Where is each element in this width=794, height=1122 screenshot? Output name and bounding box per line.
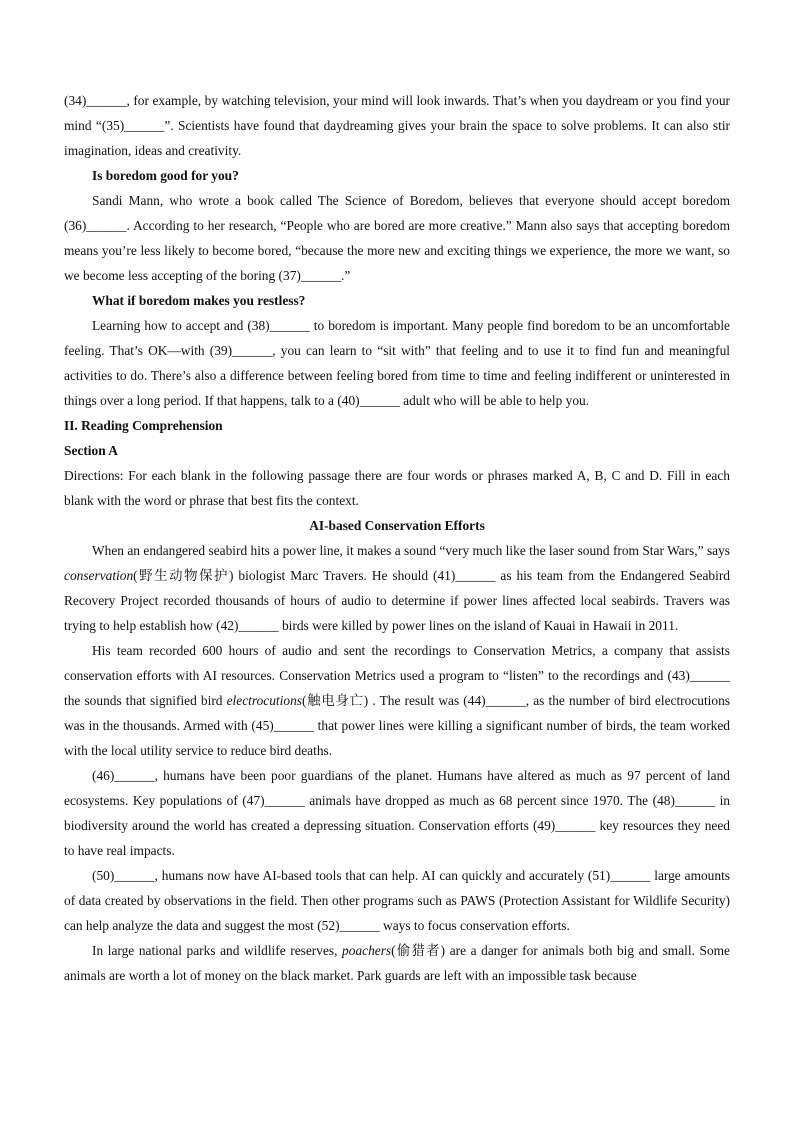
passage-paragraph-4: (50)______, humans now have AI-based tools that can help. AI can quickly and accurately (51)______ large amounts of data created by observations in the field. Then other programs such as PAWS (Protection Assistant for Wildlife Security) can help analyze the data and suggest the most (52)______ ways to focus conservation efforts.: [64, 868, 730, 933]
passage-gloss-conservation: (野生动物保护): [133, 568, 234, 583]
section-subtitle: Section A: [64, 443, 118, 458]
passage-paragraph-1-text-b: biologist Marc Travers. He should (41)______ as his team from the Endangered Seabird Recovery Project recorded thousands of hours of audio to determine if power lines affected local seabirds. Travers was trying to help establish how (42)______ birds were killed by power lines on the island of Kauai in Hawaii in 2011.: [64, 568, 731, 633]
passage-paragraph-5: [64, 938, 730, 988]
boredom-paragraph-3: Learning how to accept and (38)______ to boredom is important. Many people find boredom to be an uncomfortable feeling. That’s OK—with (39)______, you can learn to “sit with” that feeling and to use it to find fun and meaningful activities to do. There’s also a difference between feeling bored from time to time and feeling indifferent or uninterested in things over a long period. If that happens, talk to a (40)______ adult who will be able to help you.: [64, 318, 730, 408]
passage-gloss-electrocutions: (触电身亡): [301, 693, 369, 708]
passage-gloss-poachers: (偷猎者): [391, 943, 446, 958]
passage-paragraph-5-text-b: are a danger for animals both big and small. Some animals are worth a lot of money on the black market. Park guards are left with an impossible task because: [64, 943, 731, 983]
passage-paragraph-1-text-a: When an endangered seabird hits a power line, it makes a sound “very much like the laser sound from Star Wars,” says: [92, 543, 730, 558]
boredom-heading-good: Is boredom good for you?: [92, 168, 239, 183]
passage-paragraph-3: (46)______, humans have been poor guardians of the planet. Humans have altered as much as 97 percent of land ecosystems. Key populations of (47)______ animals have dropped as much as 68 percent since 1970. The (48)______ in biodiversity around the world has created a depressing situation. Conservation efforts (49)______ key resources they need to have real impacts.: [64, 768, 730, 858]
boredom-paragraph-2: Sandi Mann, who wrote a book called The Science of Boredom, believes that everyone should accept boredom (36)______. According to her research, “People who are bored are more creative.” Mann also says that accepting boredom means you’re less likely to become bored, “because the more new and exciting things we experience, the more we want, so we become less accepting of the boring (37)______.”: [64, 193, 730, 283]
boredom-paragraph-1: (34)______, for example, by watching television, your mind will look inwards. That’s when you daydream or you find your mind “(35)______”. Scientists have found that daydreaming gives your brain the space to solve problems. It can also stir imagination, ideas and creativity.: [64, 93, 730, 158]
passage-term-poachers: poachers: [342, 943, 392, 958]
passage-paragraph-1: [64, 538, 730, 638]
passage-term-conservation: conservation: [64, 568, 134, 583]
passage-paragraph-2-text-b: . The result was (44)______, as the number of bird electrocutions was in the thousands. Armed with (45)______ that power lines were killing a significant number of birds, the team worked with the local utility service to reduce bird deaths.: [64, 693, 731, 758]
document-page: [64, 88, 730, 988]
section-directions: Directions: For each blank in the following passage there are four words or phrases marked A, B, C and D. Fill in each blank with the word or phrase that best fits the context.: [64, 468, 730, 508]
boredom-heading-restless: What if boredom makes you restless?: [92, 293, 306, 308]
passage-title: AI-based Conservation Efforts: [309, 518, 485, 533]
passage-paragraph-2-text-a: His team recorded 600 hours of audio and sent the recordings to Conservation Metrics, a company that assists conservation efforts with AI resources. Conservation Metrics used a program to “listen” to the recordings and (43)______ the sounds that signified bird: [64, 643, 730, 708]
passage-paragraph-5-text-a: In large national parks and wildlife reserves,: [92, 943, 343, 958]
passage-term-electrocutions: electrocutions: [226, 693, 302, 708]
section-title: II. Reading Comprehension: [64, 418, 223, 433]
passage-paragraph-2: [64, 638, 730, 763]
